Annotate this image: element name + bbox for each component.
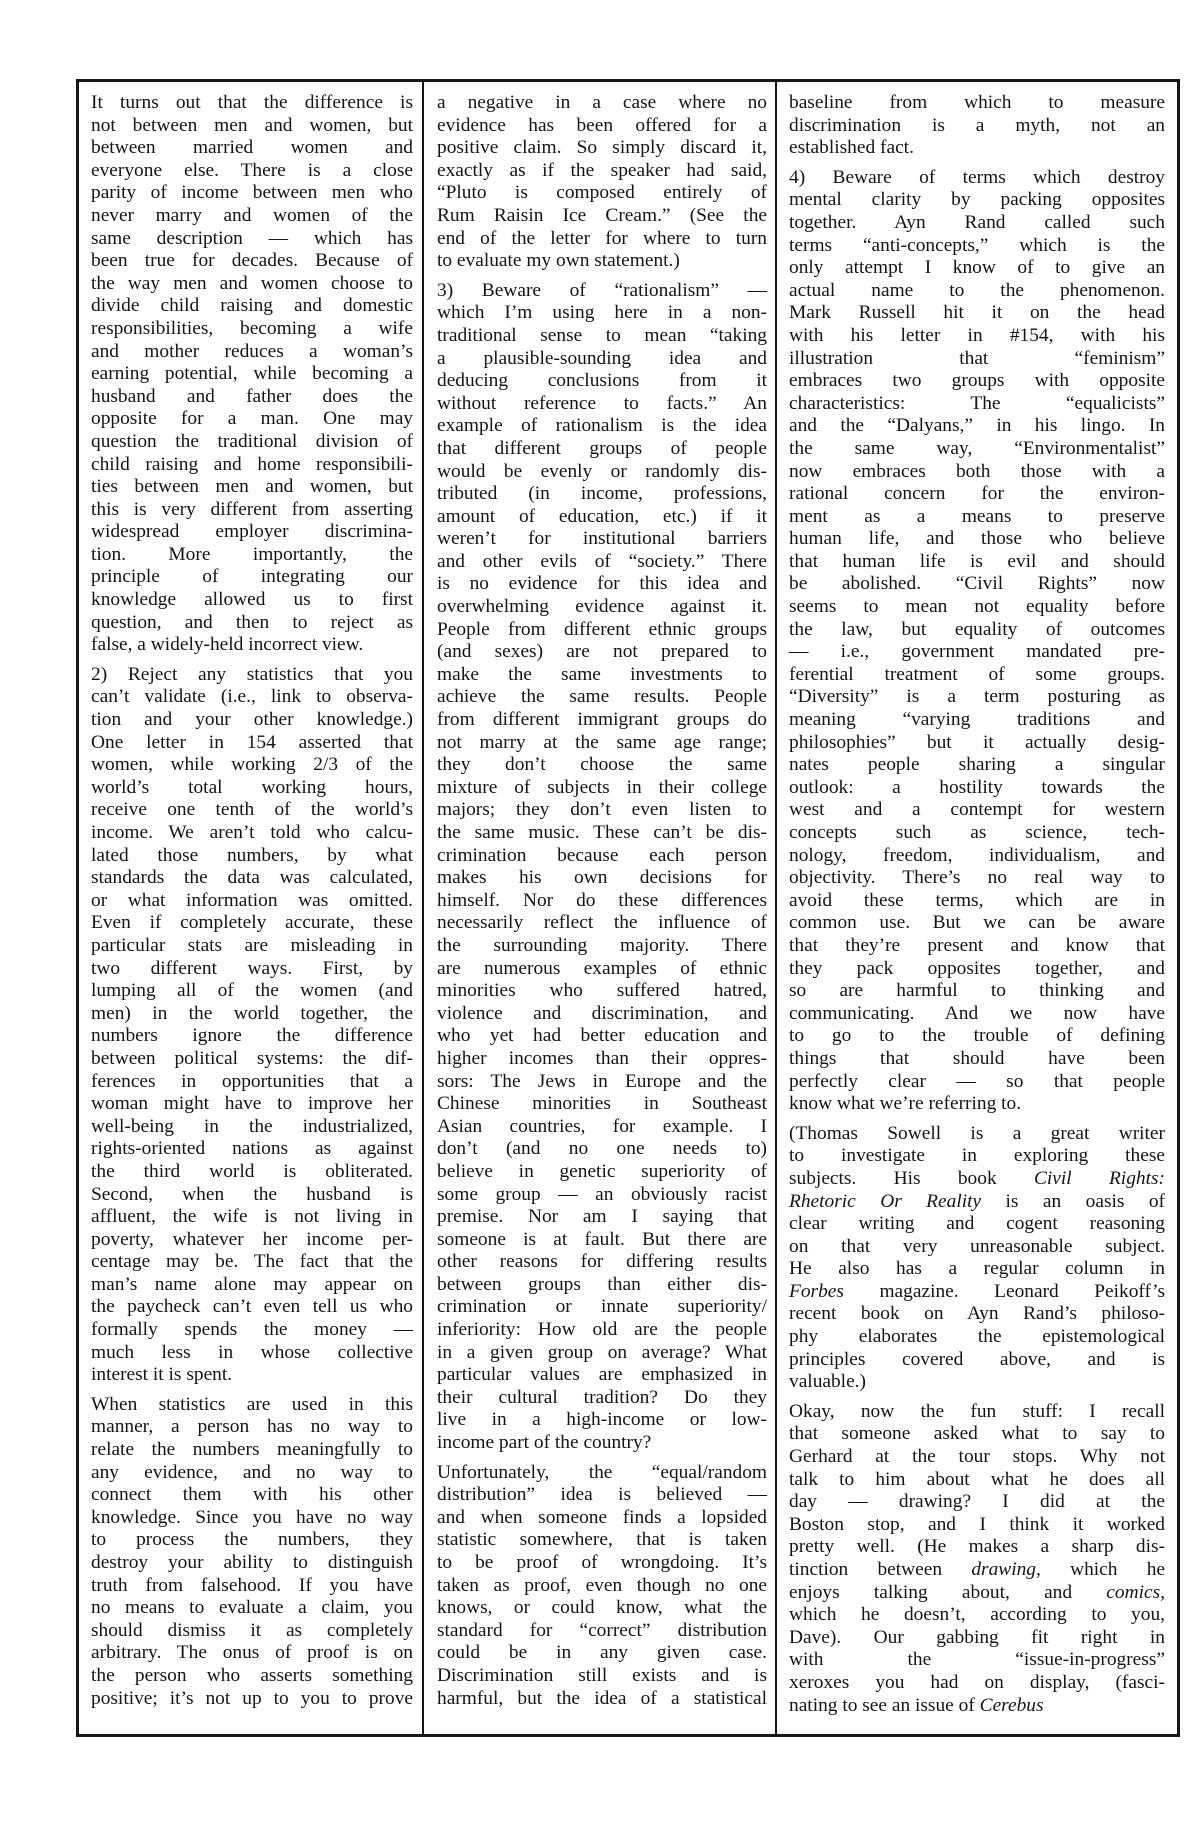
text-line: perfectly clear — so that people	[789, 1070, 1165, 1092]
text-line: the person who asserts something	[91, 1664, 413, 1686]
text-line: that human life is evil and should	[789, 550, 1165, 572]
text-line: know what we’re referring to.	[789, 1093, 1022, 1115]
text-line	[789, 1281, 1165, 1304]
text-line: between groups than either dis-	[437, 1273, 767, 1295]
text-line: traditional sense to mean “taking	[437, 324, 767, 346]
text-line: Boston stop, and I think it worked	[789, 1513, 1165, 1535]
text-line: man’s name alone may appear on	[91, 1273, 413, 1295]
text-line: minorities who suffered hatred,	[437, 980, 767, 1002]
text-line: everyone else. There is a close	[91, 159, 413, 181]
text-line: responsibilities, becoming a wife	[91, 317, 413, 339]
text-line: men) in the world together, the	[91, 1002, 413, 1024]
text-line: exactly as if the speaker had said,	[437, 159, 767, 181]
text-line: 4) Beware of terms which destroy	[789, 166, 1165, 188]
text-line: seems to mean not equality before	[789, 596, 1165, 618]
column-3	[789, 92, 1165, 1724]
paragraph	[789, 167, 1165, 1116]
text-line: statistic somewhere, that is taken	[437, 1529, 767, 1551]
text-line: can’t validate (i.e., link to observa-	[91, 686, 413, 708]
paragraph	[437, 1462, 767, 1711]
text-line: baseline from which to measure	[789, 92, 1165, 113]
text-line: and when someone finds a lopsided	[437, 1506, 767, 1528]
text-line: could be in any given case.	[437, 1642, 767, 1664]
text-line: to be proof of wrongdoing. It’s	[437, 1552, 767, 1573]
text-line: or what information was omitted.	[91, 889, 413, 911]
text-line: not marry at the same age range;	[437, 731, 767, 753]
text-line: the law, but equality of outcomes	[789, 618, 1165, 640]
text-segment: enjoys talking about, and	[789, 1581, 1107, 1603]
text-line: who yet had better education and	[437, 1025, 767, 1047]
text-line: should dismiss it as completely	[91, 1619, 413, 1641]
text-line: earning potential, while becoming a	[91, 363, 413, 385]
text-line: talk to him about what he does all	[789, 1468, 1165, 1490]
text-line: recent book on Ayn Rand’s philoso-	[789, 1303, 1165, 1325]
text-line: the paycheck can’t even tell us who	[91, 1296, 413, 1318]
text-line: this is very different from asserting	[91, 498, 413, 520]
text-line: Rum Raisin Ice Cream.” (See the	[437, 204, 767, 226]
text-line: positive claim. So simply discard it,	[437, 137, 767, 159]
text-line: valuable.)	[789, 1371, 866, 1393]
text-line: lumping all of the women (and	[91, 980, 413, 1002]
text-line: It turns out that the difference is	[91, 92, 413, 113]
paragraph	[91, 664, 413, 1387]
text-line: philosophies” but it actually desig-	[789, 731, 1165, 753]
text-line: divide child raising and domestic	[91, 295, 413, 317]
text-line: between political systems: the dif-	[91, 1047, 413, 1069]
text-line: to process the numbers, they	[91, 1529, 413, 1551]
text-line: woman might have to improve her	[91, 1093, 413, 1115]
text-line: and the “Dalyans,” in his lingo. In	[789, 415, 1165, 437]
text-line: Even if completely accurate, these	[91, 912, 413, 934]
text-line: to evaluate my own statement.)	[437, 250, 680, 272]
text-line: harmful, but the idea of a statistical	[437, 1687, 767, 1709]
text-line: the same way, “Environmentalist”	[789, 437, 1165, 459]
text-line: discrimination is a myth, not an	[789, 114, 1165, 136]
text-line: actual name to the phenomenon.	[789, 279, 1165, 301]
text-line: inferiority: How old are the people	[437, 1319, 767, 1341]
text-line: ties between men and women, but	[91, 476, 413, 498]
text-line: the surrounding majority. There	[437, 934, 767, 956]
text-line: live in a high-income or low-	[437, 1409, 767, 1431]
text-line: Second, when the husband is	[91, 1183, 413, 1205]
text-line: world’s total working hours,	[91, 776, 413, 798]
text-line: “Pluto is composed entirely of	[437, 182, 767, 204]
text-line: believe in genetic superiority of	[437, 1160, 767, 1182]
text-line: which I’m using here in a non-	[437, 302, 767, 324]
text-line: rights-oriented nations as against	[91, 1138, 413, 1160]
text-columns-frame	[76, 79, 1180, 1737]
text-line: nates people sharing a singular	[789, 754, 1165, 776]
text-line: question the traditional division of	[91, 430, 413, 452]
paragraph	[91, 1394, 413, 1710]
text-line: — i.e., government mandated pre-	[789, 641, 1165, 663]
text-line: himself. Nor do these differences	[437, 889, 767, 911]
text-line: Discrimination still exists and is	[437, 1664, 767, 1686]
text-line: majors; they don’t even listen to	[437, 799, 767, 821]
text-line: someone is at fault. But there are	[437, 1228, 767, 1250]
text-line: day — drawing? I did at the	[789, 1491, 1165, 1513]
text-line: terms “anti-concepts,” which is the	[789, 234, 1165, 256]
text-line: necessarily reflect the influence of	[437, 912, 767, 934]
italic-text: Rhetoric Or Reality	[789, 1190, 982, 1212]
text-line: destroy your ability to distinguish	[91, 1552, 413, 1573]
text-line: deducing conclusions from it	[437, 370, 767, 392]
text-line: west and a contempt for western	[789, 799, 1165, 821]
text-line: they pack opposites together, and	[789, 957, 1165, 979]
text-line: the third world is obliterated.	[91, 1160, 413, 1182]
text-line: Mark Russell hit it on the head	[789, 302, 1165, 324]
text-line: example of rationalism is the idea	[437, 415, 767, 437]
text-line: women, while working 2/3 of the	[91, 754, 413, 776]
text-line: two different ways. First, by	[91, 957, 413, 979]
text-line: with his letter in #154, with his	[789, 324, 1165, 346]
text-line: One letter in 154 asserted that	[91, 731, 413, 753]
text-line: manner, a person has no way to	[91, 1416, 413, 1438]
text-line: avoid these terms, which are in	[789, 889, 1165, 911]
text-line: principles covered above, and is	[789, 1348, 1165, 1370]
text-line: (and sexes) are not prepared to	[437, 641, 767, 663]
text-line: no means to evaluate a claim, you	[91, 1597, 413, 1619]
text-line: end of the letter for where to turn	[437, 227, 767, 249]
paragraph	[789, 92, 1165, 160]
text-line: that they’re present and know that	[789, 934, 1165, 956]
text-line: which he doesn’t, according to you,	[789, 1604, 1165, 1626]
text-line: When statistics are used in this	[91, 1393, 413, 1415]
text-line: achieve the same results. People	[437, 686, 767, 708]
text-line: Gerhard at the tour stops. Why not	[789, 1446, 1165, 1468]
text-line: from different immigrant groups do	[437, 709, 767, 731]
text-line: lated those numbers, by what	[91, 844, 413, 866]
text-line: same description — which has	[91, 227, 413, 249]
text-line: crimination or innate superiority/	[437, 1296, 767, 1318]
text-line: particular values are emphasized in	[437, 1364, 767, 1386]
text-line: characteristics: The “equalicists”	[789, 392, 1165, 414]
text-line: Unfortunately, the “equal/random	[437, 1461, 767, 1483]
text-line: evidence has been offered for a	[437, 114, 767, 136]
text-line: interest it is spent.	[91, 1364, 233, 1386]
text-line: meaning “varying traditions and	[789, 709, 1165, 731]
text-line: husband and father does the	[91, 385, 413, 407]
text-line: is no evidence for this idea and	[437, 573, 767, 595]
column-2	[437, 92, 767, 1717]
text-line	[789, 1695, 1165, 1718]
text-line: widespread employer discrimina-	[91, 521, 413, 543]
text-segment: subjects. His book	[789, 1167, 1034, 1189]
text-line: Dave). Our gabbing fit right in	[789, 1626, 1165, 1648]
text-line: People from different ethnic groups	[437, 618, 767, 640]
text-line: receive one tenth of the world’s	[91, 799, 413, 821]
text-line: taken as proof, even though no one	[437, 1574, 767, 1596]
paragraph	[789, 1123, 1165, 1394]
text-line: 3) Beware of “rationalism” —	[437, 279, 767, 301]
text-line: so are harmful to thinking and	[789, 980, 1165, 1002]
column-divider	[775, 82, 777, 1734]
text-line	[789, 1191, 1165, 1214]
text-segment: magazine. Leonard Peikoff’s	[843, 1280, 1165, 1302]
text-line: Chinese minorities in Southeast	[437, 1093, 767, 1115]
text-line: and other evils of “society.” There	[437, 550, 767, 572]
text-segment: which he	[1040, 1559, 1165, 1580]
text-line: phy elaborates the epistemological	[789, 1326, 1165, 1348]
text-line: violence and discrimination, and	[437, 1002, 767, 1024]
text-line: Asian countries, for example. I	[437, 1115, 767, 1137]
paragraph	[789, 1401, 1165, 1717]
text-line: human life, and those who believe	[789, 528, 1165, 550]
text-line: tion and your other knowledge.)	[91, 709, 413, 731]
paragraph	[437, 280, 767, 1455]
text-line: income part of the country?	[437, 1432, 652, 1454]
text-line: established fact.	[789, 137, 914, 159]
text-line: distribution” idea is believed —	[437, 1484, 767, 1506]
text-line: on that very unreasonable subject.	[789, 1235, 1165, 1257]
text-line: affluent, the wife is not living in	[91, 1206, 413, 1228]
text-line: connect them with his other	[91, 1484, 413, 1506]
text-line: to investigate in exploring these	[789, 1145, 1165, 1167]
text-line: sors: The Jews in Europe and the	[437, 1070, 767, 1092]
text-line: nology, freedom, individualism, and	[789, 844, 1165, 866]
text-line: well-being in the industrialized,	[91, 1115, 413, 1137]
text-line: in a given group on average? What	[437, 1341, 767, 1363]
column-1	[91, 92, 413, 1717]
text-line: now embraces both those with a	[789, 460, 1165, 482]
text-line: only attempt I know of to give an	[789, 257, 1165, 279]
text-line: common use. But we can be aware	[789, 912, 1165, 934]
italic-text: Forbes	[789, 1280, 844, 1302]
text-line: things that should have been	[789, 1047, 1165, 1069]
text-line: truth from falsehood. If you have	[91, 1574, 413, 1596]
text-line: much less in whose collective	[91, 1341, 413, 1363]
text-line: child raising and home responsibili-	[91, 453, 413, 475]
text-line: mixture of subjects in their college	[437, 776, 767, 798]
text-line: are numerous examples of ethnic	[437, 957, 767, 979]
text-line: poverty, whatever her income per-	[91, 1228, 413, 1250]
text-line: illustration that “feminism”	[789, 347, 1165, 369]
text-line: crimination because each person	[437, 844, 767, 866]
text-line: standard for “correct” distribution	[437, 1619, 767, 1641]
text-line: been true for decades. Because of	[91, 250, 413, 272]
text-line: any evidence, and no way to	[91, 1461, 413, 1483]
text-line: they don’t choose the same	[437, 754, 767, 776]
text-line: and mother reduces a woman’s	[91, 340, 413, 362]
text-line: Okay, now the fun stuff: I recall	[789, 1400, 1165, 1422]
text-line: rational concern for the environ-	[789, 483, 1165, 505]
text-line: overwhelming evidence against it.	[437, 596, 767, 618]
paragraph	[437, 92, 767, 273]
text-segment: nating to see an issue of	[789, 1694, 980, 1716]
text-line: tributed (in income, professions,	[437, 483, 767, 505]
text-line: that different groups of people	[437, 437, 767, 459]
text-line: He also has a regular column in	[789, 1258, 1165, 1280]
text-line: tion. More importantly, the	[91, 543, 413, 565]
text-line: with the “issue-in-progress”	[789, 1649, 1165, 1671]
column-divider	[422, 82, 424, 1734]
text-line: formally spends the money —	[91, 1319, 413, 1341]
text-line: (Thomas Sowell is a great writer	[789, 1122, 1165, 1144]
text-line: makes his own decisions for	[437, 867, 767, 889]
text-line: weren’t for institutional barriers	[437, 528, 767, 550]
text-line: embraces two groups with opposite	[789, 370, 1165, 392]
italic-text: comics,	[1106, 1581, 1165, 1603]
text-line: their cultural tradition? Do they	[437, 1386, 767, 1408]
text-line: principle of integrating our	[91, 566, 413, 588]
text-line: some group — an obviously racist	[437, 1183, 767, 1205]
text-line: between married women and	[91, 137, 413, 159]
text-line: question, and then to reject as	[91, 611, 413, 633]
text-line: ferential treatment of some groups.	[789, 663, 1165, 685]
text-line: higher incomes than their oppres-	[437, 1047, 767, 1069]
text-line: false, a widely-held incorrect view.	[91, 634, 364, 656]
text-line: knowledge allowed us to first	[91, 589, 413, 611]
text-line: numbers ignore the difference	[91, 1025, 413, 1047]
text-line: particular stats are misleading in	[91, 934, 413, 956]
text-line: premise. Nor am I saying that	[437, 1206, 767, 1228]
italic-text: Cerebus	[979, 1694, 1044, 1716]
text-line: the way men and women choose to	[91, 272, 413, 294]
text-line: knowledge. Since you have no way	[91, 1506, 413, 1528]
text-line: make the same investments to	[437, 663, 767, 685]
text-line: clear writing and cogent reasoning	[789, 1213, 1165, 1235]
text-line	[789, 1168, 1165, 1191]
text-line: 2) Reject any statistics that you	[91, 663, 413, 685]
text-line: mental clarity by packing opposites	[789, 189, 1165, 211]
text-line: pretty well. (He makes a sharp dis-	[789, 1536, 1165, 1558]
text-segment: is an oasis of	[981, 1190, 1166, 1212]
text-line: not between men and women, but	[91, 114, 413, 136]
text-line: never marry and women of the	[91, 204, 413, 226]
text-line	[789, 1559, 1165, 1582]
text-line: that someone asked what to say to	[789, 1423, 1165, 1445]
text-line: outlook: a hostility towards the	[789, 776, 1165, 798]
text-line: don’t (and no one needs to)	[437, 1138, 767, 1160]
text-line: standards the data was calculated,	[91, 867, 413, 889]
text-line	[789, 1582, 1165, 1605]
text-line: income. We aren’t told who calcu-	[91, 822, 413, 843]
text-line: together. Ayn Rand called such	[789, 211, 1165, 233]
text-line: to go to the trouble of defining	[789, 1025, 1165, 1047]
italic-text: Civil Rights:	[1033, 1167, 1165, 1189]
text-segment: tinction between	[789, 1559, 972, 1580]
text-line: ferences in opportunities that a	[91, 1070, 413, 1092]
text-line: positive; it’s not up to you to prove	[91, 1687, 413, 1709]
text-line: would be evenly or randomly dis-	[437, 460, 767, 482]
text-line: concepts such as science, tech-	[789, 822, 1165, 843]
text-line: communicating. And we now have	[789, 1002, 1165, 1024]
text-line: opposite for a man. One may	[91, 408, 413, 430]
text-line: ment as a means to preserve	[789, 505, 1165, 527]
paragraph	[91, 92, 413, 657]
text-line: other reasons for differing results	[437, 1251, 767, 1273]
text-line: centage may be. The fact that the	[91, 1251, 413, 1273]
text-line: xeroxes you had on display, (fasci-	[789, 1671, 1165, 1693]
text-line: objectivity. There’s no real way to	[789, 867, 1165, 889]
text-line: without reference to facts.” An	[437, 392, 767, 414]
text-line: be abolished. “Civil Rights” now	[789, 573, 1165, 595]
text-line: amount of education, etc.) if it	[437, 505, 767, 527]
text-line: relate the numbers meaningfully to	[91, 1439, 413, 1461]
text-line: the same music. These can’t be dis-	[437, 822, 767, 843]
text-line: parity of income between men who	[91, 182, 413, 204]
text-line: arbitrary. The onus of proof is on	[91, 1642, 413, 1664]
text-line: “Diversity” is a term posturing as	[789, 686, 1165, 708]
text-line: a plausible-sounding idea and	[437, 347, 767, 369]
italic-text: drawing,	[971, 1559, 1041, 1580]
text-line: knows, or could know, what the	[437, 1597, 767, 1619]
text-line: a negative in a case where no	[437, 92, 767, 113]
